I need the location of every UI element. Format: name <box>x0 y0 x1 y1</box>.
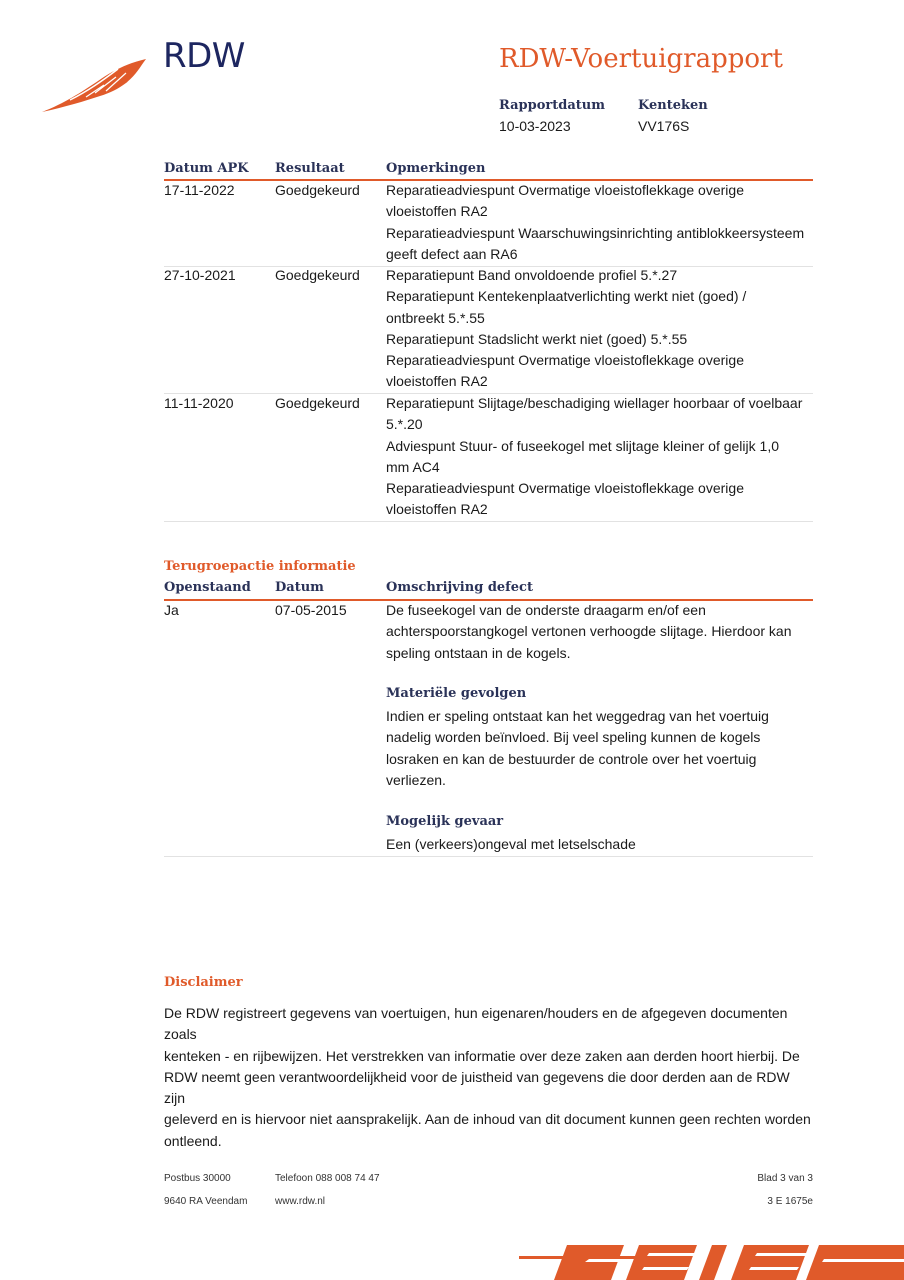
remark-line: ontbreekt 5.*.55 <box>386 309 485 326</box>
recall-col-date: Datum <box>275 580 324 595</box>
footer-stripes-icon <box>519 1245 904 1280</box>
plate-label: Kenteken <box>638 98 708 113</box>
remark-line: Reparatiepunt Slijtage/beschadiging wiellager hoorbaar of voelbaar <box>386 395 803 411</box>
consequence-line: verliezen. <box>386 771 446 788</box>
recall-section-title: Terugroepactie informatie <box>164 559 356 574</box>
report-date-value: 10-03-2023 <box>499 118 571 134</box>
apk-table-bottom-rule <box>164 521 813 522</box>
remark-line: Reparatieadviespunt Overmatige vloeistoflekkage overige <box>386 352 744 369</box>
recall-open-value: Ja <box>164 602 179 618</box>
apk-col-remarks: Opmerkingen <box>386 161 486 176</box>
remark-line: Reparatieadviespunt Overmatige vloeistoflekkage overige <box>386 182 744 198</box>
remark-line: vloeistoffen RA2 <box>386 373 488 390</box>
defect-line: achterspoorstangkogel vertonen verhoogde slijtage. Hierdoor kan <box>386 623 792 640</box>
footer-phone: Telefoon 088 008 74 47 <box>275 1173 380 1184</box>
defect-line: De fuseekogel van de onderste draagarm en/of een <box>386 602 706 618</box>
report-title: RDW-Voertuigrapport <box>499 44 783 74</box>
remark-line: mm AC4 <box>386 458 440 475</box>
apk-row-2-result: Goedgekeurd <box>275 267 360 283</box>
remark-line: vloeistoffen RA2 <box>386 501 488 518</box>
apk-col-date: Datum APK <box>164 161 249 176</box>
danger-text: Een (verkeers)ongeval met letselschade <box>386 836 636 852</box>
disclaimer-line: De RDW registreert gegevens van voertuigen, hun eigenaren/houders en de afgegeven documenten zoals <box>164 1005 788 1043</box>
defect-line: speling ontstaan in de kogels. <box>386 644 571 661</box>
plate-value: VV176S <box>638 118 690 134</box>
footer-page-number: Blad 3 van 3 <box>757 1173 813 1184</box>
remark-line: Reparatiepunt Kentekenplaatverlichting werkt niet (goed) / <box>386 288 747 305</box>
apk-row-3-result: Goedgekeurd <box>275 395 360 411</box>
apk-row-1-result: Goedgekeurd <box>275 182 360 198</box>
remark-line: Reparatieadviespunt Waarschuwingsinrichting antiblokkeersysteem <box>386 224 805 241</box>
recall-bottom-rule <box>164 856 813 857</box>
rdw-feather-logo-icon <box>40 55 150 117</box>
disclaimer-line: ontleend. <box>164 1132 222 1149</box>
report-date-label: Rapportdatum <box>499 98 605 113</box>
consequence-line: losraken en kan de bestuurder de controle over het voertuig <box>386 750 757 767</box>
remark-line: vloeistoffen RA2 <box>386 203 488 220</box>
recall-col-open: Openstaand <box>164 580 251 595</box>
remark-line: 5.*.20 <box>386 416 423 433</box>
disclaimer-line: geleverd en is hiervoor niet aansprakelijk. Aan de inhoud van dit document kunnen geen rechten worden <box>164 1111 811 1128</box>
remark-line: Adviespunt Stuur- of fuseekogel met slijtage kleiner of gelijk 1,0 <box>386 437 779 454</box>
apk-row-2-date: 27-10-2021 <box>164 267 236 283</box>
apk-col-result: Resultaat <box>275 161 345 176</box>
apk-row-2-remarks <box>386 265 806 393</box>
footer-website[interactable]: www.rdw.nl <box>275 1196 326 1207</box>
apk-row-3-date: 11-11-2020 <box>164 395 234 411</box>
disclaimer-line: RDW neemt geen verantwoordelijkheid voor de juistheid van gegevens die door derden aan de RDW zijn <box>164 1068 790 1107</box>
consequence-line: nadelig worden beïnvloed. Bij veel speling kunnen de kogels <box>386 729 761 746</box>
recall-col-description: Omschrijving defect <box>386 580 533 595</box>
recall-date-value: 07-05-2015 <box>275 602 347 618</box>
disclaimer-title: Disclaimer <box>164 975 243 990</box>
footer-document-code: 3 E 1675e <box>767 1196 813 1207</box>
apk-row-1-remarks <box>386 180 806 265</box>
remark-line: geeft defect aan RA6 <box>386 245 518 262</box>
remark-line: Reparatiepunt Band onvoldoende profiel 5.*.27 <box>386 267 678 283</box>
danger-title: Mogelijk gevaar <box>386 814 504 829</box>
brand-name: RDW <box>163 36 245 76</box>
consequence-line: Indien er speling ontstaat kan het weggedrag van het voertuig <box>386 708 769 724</box>
apk-row-3-remarks <box>386 393 806 521</box>
footer-postbus: Postbus 30000 <box>164 1173 231 1184</box>
disclaimer-line: kenteken - en rijbewijzen. Het verstrekken van informatie over deze zaken aan derden hoort hierbij. De <box>164 1047 800 1064</box>
footer-city: 9640 RA Veendam <box>164 1196 248 1207</box>
recall-defect-description <box>386 600 806 664</box>
apk-row-1-date: 17-11-2022 <box>164 182 235 198</box>
disclaimer-text <box>164 1003 814 1152</box>
remark-line: Reparatieadviespunt Overmatige vloeistoflekkage overige <box>386 480 744 497</box>
remark-line: Reparatiepunt Stadslicht werkt niet (goed) 5.*.55 <box>386 330 688 347</box>
consequences-text <box>386 706 806 791</box>
consequences-title: Materiële gevolgen <box>386 686 527 701</box>
